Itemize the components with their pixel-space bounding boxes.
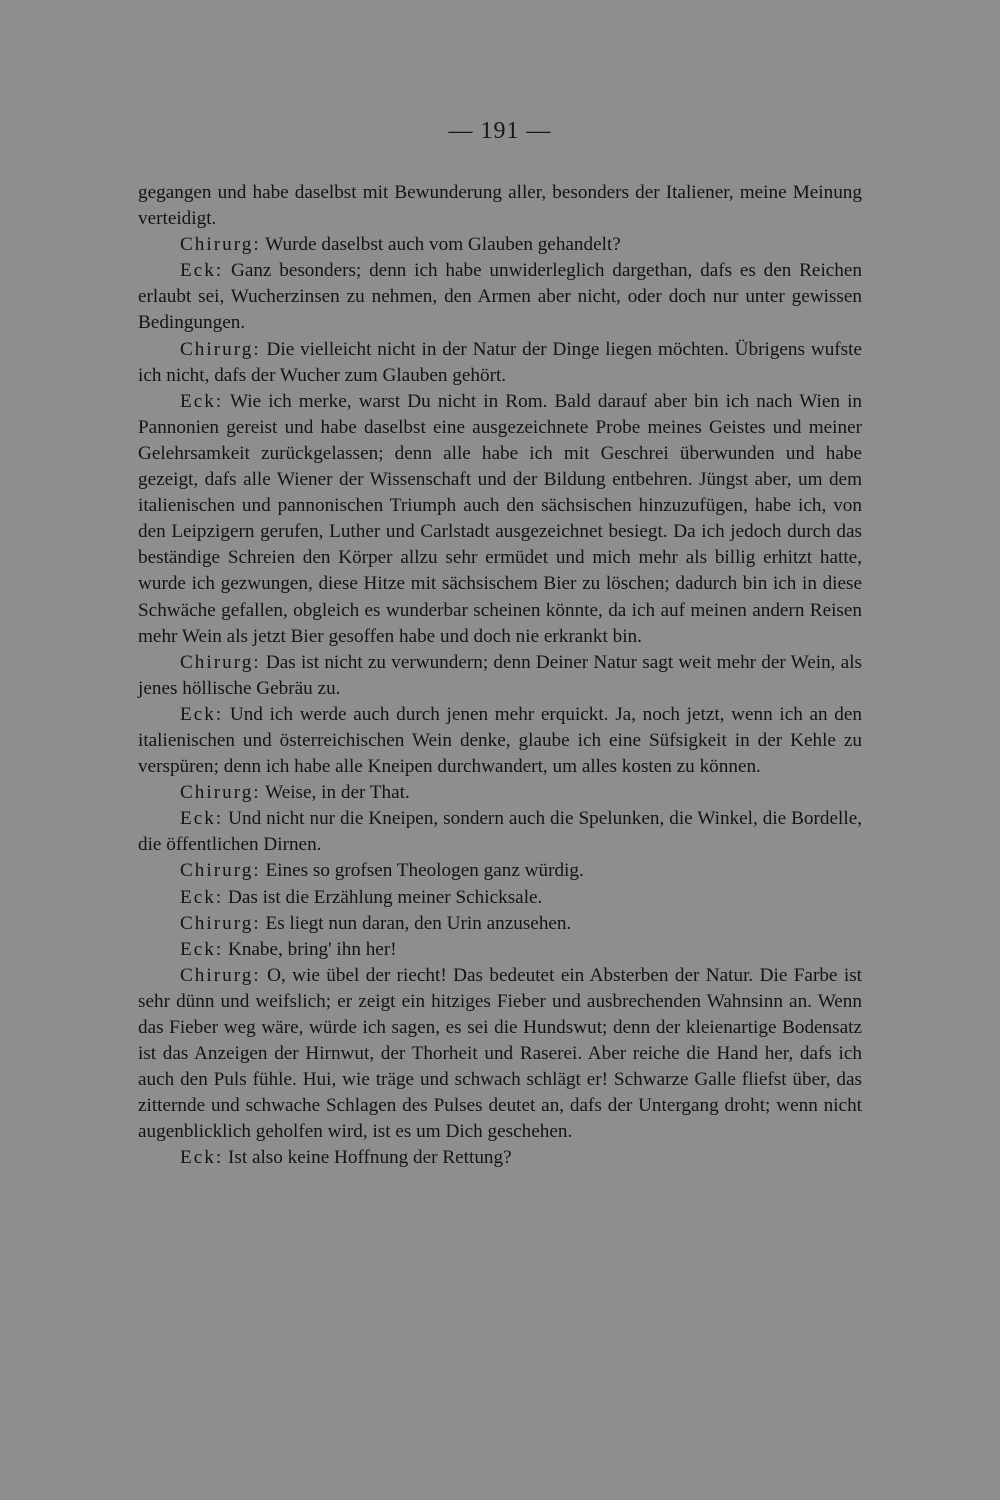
paragraph — [138, 180, 862, 232]
paragraph-text: Wie ich merke, warst Du nicht in Rom. Bald darauf aber bin ich nach Wien in Pannonien gereist und habe daselbst eine ausgezeichnete Probe meines Geistes und meiner Gelehrsamkeit zurückgelassen; denn alle habe ich mit Geschrei überwunden und habe gezeigt, dafs alle Wiener der Wissenschaft und der Bildung entbehren. Jüngst aber, um dem italienischen und pannonischen Triumph auch den sächsischen hinzuzufügen, habe ich, von den Leipzigern gerufen, Luther und Carlstadt ausgezeichnet besiegt. Da ich jedoch durch das beständige Schreien den Körper allzu sehr ermüdet und mich mehr als billig erhitzt hatte, wurde ich gezwungen, diese Hitze mit sächsischem Bier zu löschen; dadurch bin ich in diese Schwäche gefallen, obgleich es wunderbar scheinen könnte, da ich auf meinen andern Reisen mehr Wein als jetzt Bier gesoffen habe und doch nie erkrankt bin. — [138, 390, 863, 647]
speaker-label: Eck: — [180, 886, 224, 908]
paragraph-text: Das ist nicht zu verwundern; denn Deiner Natur sagt weit mehr der Wein, als jenes höllische Gebräu zu. — [138, 651, 862, 699]
paragraph — [138, 702, 862, 780]
paragraph-text: Es liegt nun daran, den Urin anzusehen. — [265, 912, 572, 934]
paragraph — [138, 389, 862, 650]
speaker-label: Eck: — [180, 260, 224, 282]
speaker-label: Chirurg: — [180, 651, 261, 673]
speaker-label: Eck: — [180, 938, 224, 960]
paragraph-text: Wurde daselbst auch vom Glauben gehandelt? — [265, 234, 621, 256]
paragraph — [138, 937, 862, 963]
paragraph-text: Das ist die Erzählung meiner Schicksale. — [227, 886, 543, 908]
paragraph-text: O, wie übel der riecht! Das bedeutet ein Absterben der Natur. Die Farbe ist sehr dünn und weifslich; er zeigt ein hitziges Fieber und ausbrechenden Wahnsinn an. Wenn das Fieber weg wäre, würde ich sagen, es sei die Hundswut; denn der kleienartige Bodensatz ist das Anzeigen der Hirnwut, der Thorheit und Raserei. Aber reiche die Hand her, dafs ich auch den Puls fühle. Hui, wie träge und schwach schlägt er! Schwarze Galle fliefst über, das zitternde und schwache Schlagen des Pulses deutet an, dafs der Untergang droht; wenn nicht augenblicklich geholfen wird, ist es um Dich geschehen. — [138, 964, 862, 1143]
speaker-label: Chirurg: — [180, 234, 261, 256]
paragraph — [138, 232, 862, 258]
speaker-label: Chirurg: — [180, 964, 261, 986]
paragraph-text: Ist also keine Hoffnung der Rettung? — [227, 1147, 512, 1169]
paragraph — [138, 885, 862, 911]
paragraph — [138, 963, 862, 1146]
speaker-label: Eck: — [180, 808, 224, 830]
paragraph — [138, 337, 862, 389]
paragraph-text: Und ich werde auch durch jenen mehr erquickt. Ja, noch jetzt, wenn ich an den italienischen und österreichischen Wein denke, glaube ich eine Süfsigkeit in der Kehle zu verspüren; denn ich habe alle Kneipen durchwandert, um alles kosten zu können. — [138, 703, 863, 778]
paragraph-text: Ganz besonders; denn ich habe unwiderleglich dargethan, dafs es den Reichen erlaubt sei, Wucherzinsen zu nehmen, den Armen aber nicht, oder doch nur unter gewissen Bedingungen. — [138, 260, 863, 334]
paragraph-text: Eines so grofsen Theologen ganz würdig. — [265, 860, 584, 882]
body-text — [138, 180, 862, 1172]
paragraph-text: gegangen und habe daselbst mit Bewunderung aller, besonders der Italiener, meine Meinung verteidigt. — [138, 182, 862, 230]
speaker-label: Eck: — [180, 703, 224, 725]
paragraph — [138, 911, 862, 937]
paragraph — [138, 650, 862, 702]
paragraph-text: Die vielleicht nicht in der Natur der Dinge liegen möchten. Übrigens wufste ich nicht, dafs der Wucher zum Glauben gehört. — [138, 338, 862, 386]
page-number: — 191 — — [448, 118, 552, 144]
paragraph — [138, 780, 862, 806]
speaker-label: Chirurg: — [180, 782, 261, 804]
paragraph — [138, 1145, 862, 1171]
paragraph — [138, 258, 862, 336]
paragraph — [138, 806, 862, 858]
speaker-label: Chirurg: — [180, 860, 261, 882]
speaker-label: Eck: — [180, 390, 224, 412]
paragraph — [138, 858, 862, 884]
speaker-label: Eck: — [180, 1147, 224, 1169]
speaker-label: Chirurg: — [180, 338, 261, 360]
speaker-label: Chirurg: — [180, 912, 261, 934]
paragraph-text: Weise, in der That. — [265, 782, 410, 804]
paragraph-text: Und nicht nur die Kneipen, sondern auch die Spelunken, die Winkel, die Bordelle, die öffentlichen Dirnen. — [138, 808, 863, 856]
paragraph-text: Knabe, bring' ihn her! — [227, 938, 397, 960]
